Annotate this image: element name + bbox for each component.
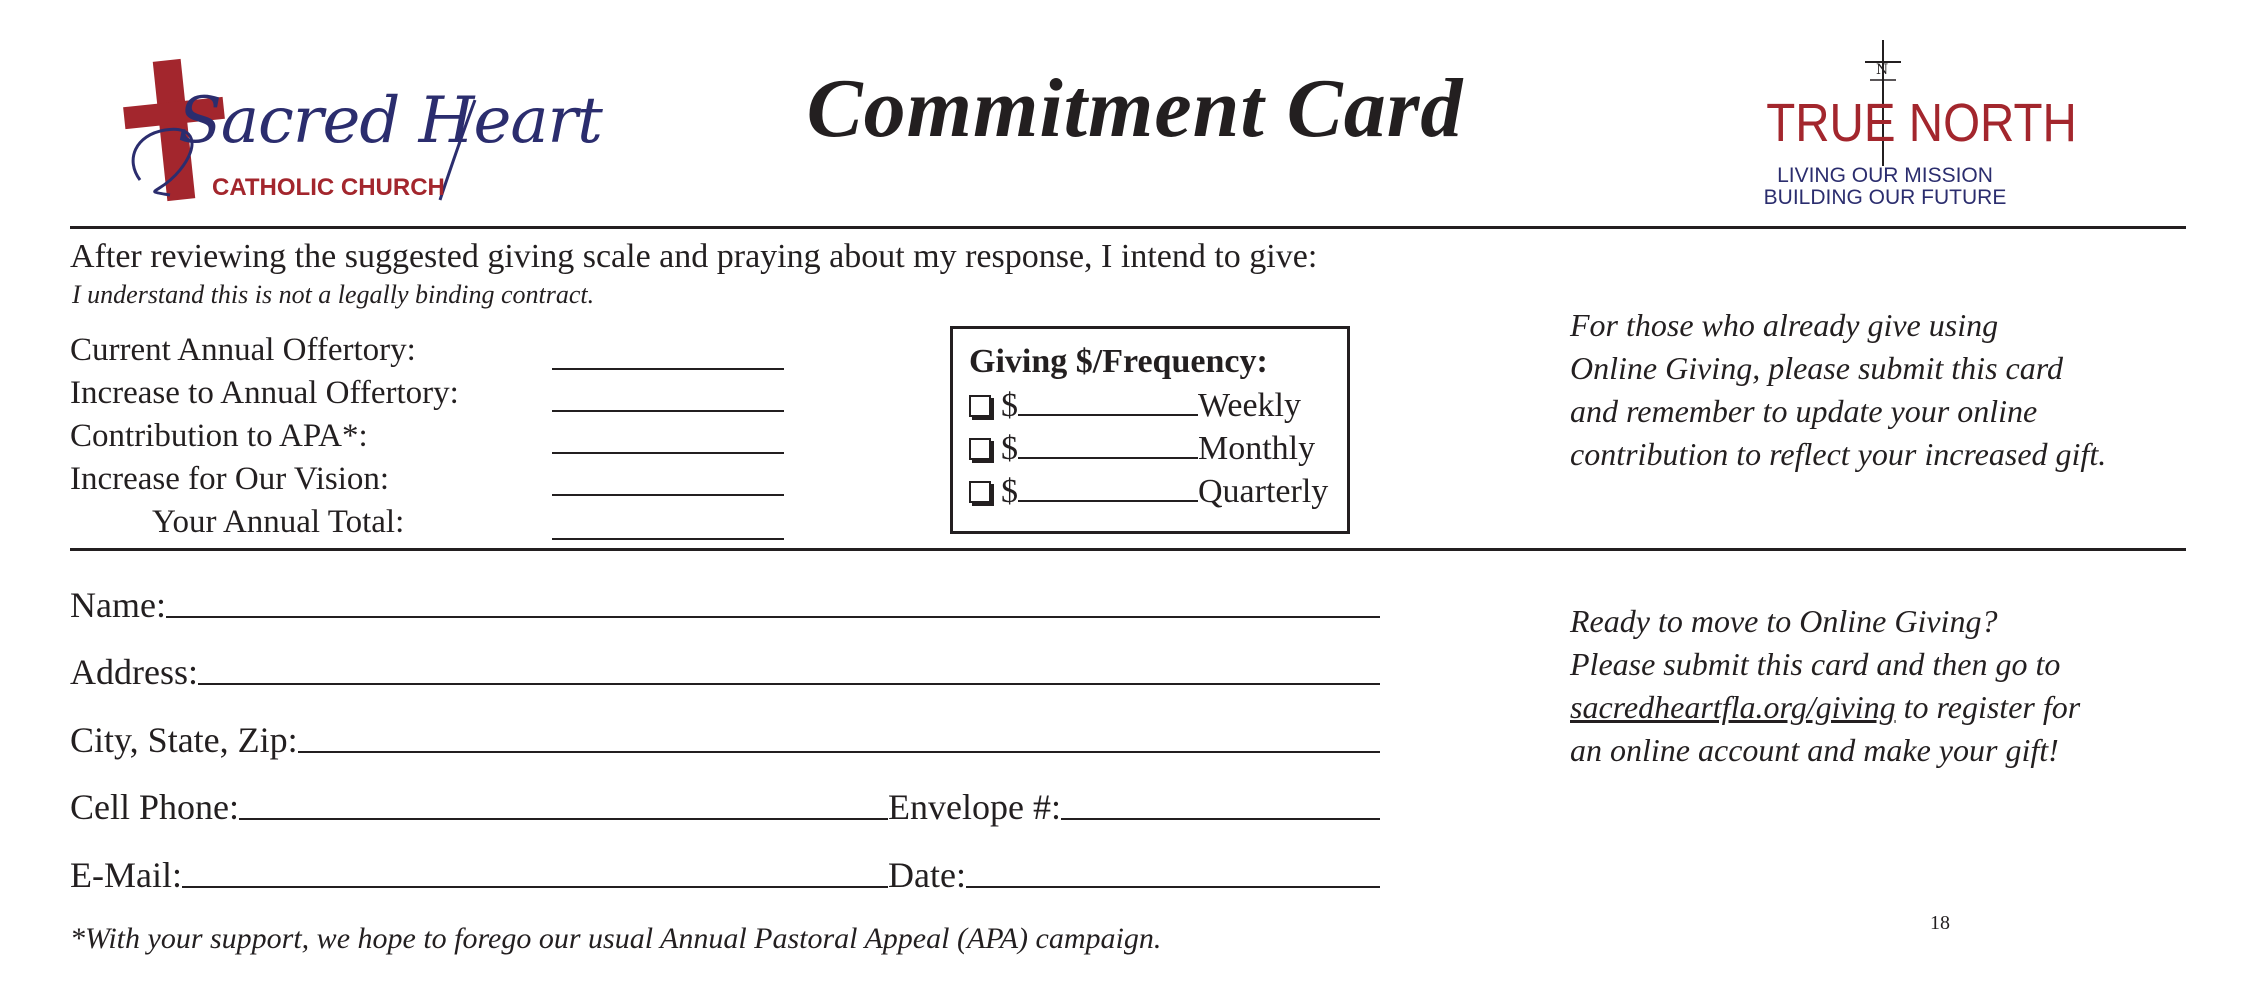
ready-note-line: Please submit this card and then go to [1570,646,2061,682]
true-north-tagline-1: LIVING OUR MISSION [1777,164,1993,187]
checkbox-icon[interactable] [969,395,991,417]
frequency-option-monthly[interactable] [969,430,1315,468]
online-note-line: contribution to reflect your increased gift. [1570,436,2107,472]
intro-text: After reviewing the suggested giving scale and praying about my response, I intend to give: [70,238,1318,275]
frequency-option-weekly[interactable] [969,387,1301,425]
address-row[interactable] [70,651,1380,693]
envelope-label: Envelope #: [888,787,1061,827]
monthly-label: Monthly [1198,430,1316,467]
weekly-label: Weekly [1198,387,1301,424]
date-label: Date: [888,855,966,895]
email-field[interactable] [182,886,888,888]
currency-symbol: $ [1001,430,1018,467]
date-field[interactable] [966,886,1380,888]
ready-note-line: an online account and make your gift! [1570,732,2059,768]
city-state-zip-label: City, State, Zip: [70,720,298,760]
compass-mark: N [1876,62,1889,78]
ready-note-line: Ready to move to Online Giving? [1570,603,1998,639]
apa-contribution-field[interactable] [552,452,784,454]
ready-note-link-line [1570,686,2080,729]
online-note-line: and remember to update your online [1570,393,2038,429]
logo-script-text: Sacred Heart [178,84,602,158]
currency-symbol: $ [1001,387,1018,424]
header-divider [70,226,2186,229]
giving-website-link[interactable]: sacredheartfla.org/giving [1570,689,1896,725]
cell-phone-row[interactable] [70,786,888,828]
name-row[interactable] [70,584,1380,626]
date-row[interactable] [888,854,1380,896]
true-north-tagline-2: BUILDING OUR FUTURE [1763,186,2007,209]
page-title: Commitment Card [806,62,1464,155]
increase-offertory-field[interactable] [552,410,784,412]
frequency-title: Giving $/Frequency: [969,343,1268,380]
disclaimer-text: I understand this is not a legally binding contract. [72,280,595,309]
cell-phone-label: Cell Phone: [70,787,239,827]
quarterly-amount-field[interactable] [1018,474,1198,502]
address-field[interactable] [198,683,1380,685]
city-row[interactable] [70,719,1380,761]
increase-offertory-label: Increase to Annual Offertory: [70,375,459,411]
ready-online-note [1570,600,2080,772]
apa-contribution-label: Contribution to APA*: [70,418,368,454]
page-number: 18 [1930,912,1950,934]
email-row[interactable] [70,854,888,896]
true-north-title: TRUE NORTH [1766,93,2077,153]
frequency-option-quarterly[interactable] [969,473,1328,511]
quarterly-label: Quarterly [1198,473,1329,510]
footnote: *With your support, we hope to forego our usual Annual Pastoral Appeal (APA) campaign. [70,922,1162,955]
monthly-amount-field[interactable] [1018,431,1198,459]
checkbox-icon[interactable] [969,438,991,460]
address-label: Address: [70,652,198,692]
section-divider [70,548,2186,551]
envelope-row[interactable] [888,786,1380,828]
true-north-logo [1740,34,2077,224]
checkbox-icon[interactable] [969,481,991,503]
online-note-line: For those who already give using [1570,307,1999,343]
current-offertory-field[interactable] [552,368,784,370]
city-state-zip-field[interactable] [298,751,1380,753]
name-label: Name: [70,585,166,625]
currency-symbol: $ [1001,473,1018,510]
email-label: E-Mail: [70,855,182,895]
online-giving-note [1570,304,2106,476]
annual-total-label: Your Annual Total: [152,504,405,540]
vision-increase-label: Increase for Our Vision: [70,461,390,497]
ready-note-text: to register for [1895,689,2081,725]
name-field[interactable] [166,616,1380,618]
annual-total-field[interactable] [552,538,784,540]
logo-subtitle: CATHOLIC CHURCH [212,174,445,201]
cell-phone-field[interactable] [239,818,888,820]
vision-increase-field[interactable] [552,494,784,496]
current-offertory-label: Current Annual Offertory: [70,332,416,368]
giving-frequency-box [950,326,1350,534]
online-note-line: Online Giving, please submit this card [1570,350,2063,386]
envelope-field[interactable] [1061,818,1380,820]
weekly-amount-field[interactable] [1018,388,1198,416]
